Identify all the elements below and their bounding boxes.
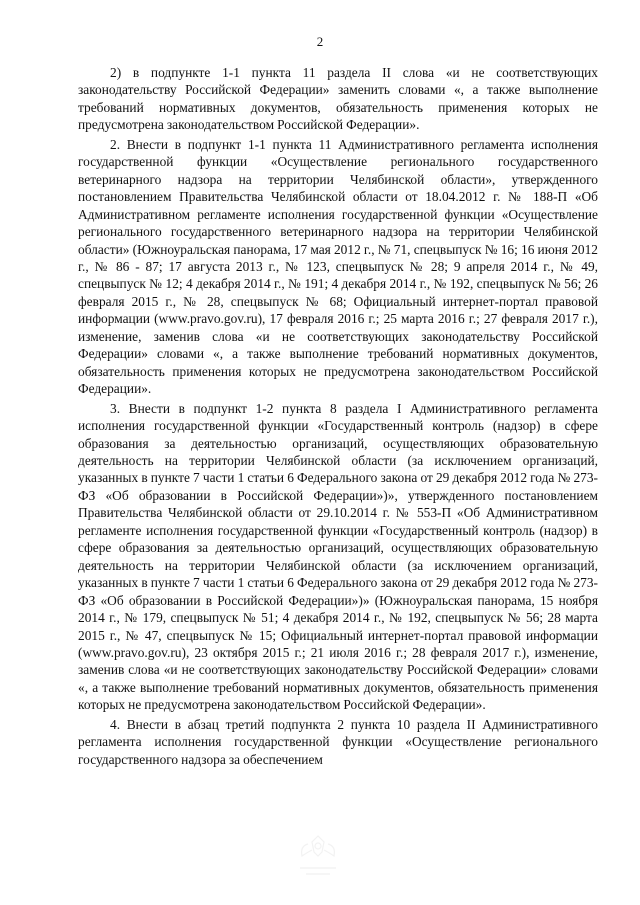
paragraph-3: 3. Внести в подпункт 1-2 пункта 8 раздела I Административного регламента исполнения государственной функции «Государственный контроль (надзор) в сфере образования за деятельностью организаций, осуществляющих образовательную деятельность на территории Челябинской области (за исключением организаций, указанных в пункте 7 части 1 статьи 6 Федерального закона от 29 декабря 2012 года № 273-ФЗ «Об образовании в Российской Федерации»)», утвержденного постановлением Правительства Челябинской области от 29.10.2014 г. № 553-П «Об Административном регламенте исполнения государственной функции «Государственный контроль (надзор) в сфере образования за деятельностью организаций, осуществляющих образовательную деятельность на территории Челябинской области (за исключением организаций, указанных в пункте 7 части 1 статьи 6 Федерального закона от 29 декабря 2012 года № 273-ФЗ «Об образовании в Российской Федерации»)» (Южноуральская панорама, 15 ноября 2014 г., № 179, спецвыпуск № 51; 4 декабря 2014 г., № 192, спецвыпуск № 56; 28 марта 2015 г., № 47, спецвыпуск № 15; Официальный интернет-портал правовой информации (www.pravo.gov.ru), 23 октября 2015 г.; 21 июля 2016 г.; 28 февраля 2017 г.), изменение, заменив слова «и не соответствующих законодательству Российской Федерации» словами «, а также выполнение требований нормативных документов, обязательность применения которых не предусмотрена законодательством Российской Федерации». xyxy=(78,400,598,713)
seal-icon xyxy=(278,830,358,880)
document-body xyxy=(78,64,598,768)
paragraph-4: 4. Внести в абзац третий подпункта 2 пункта 10 раздела II Административного регламента исполнения государственной функции «Осуществление регионального государственного надзора за обеспечением xyxy=(78,716,598,767)
paragraph-2: 2. Внести в подпункт 1-1 пункта 11 Административного регламента исполнения государственной функции «Осуществление регионального государственного ветеринарного надзора на территории Челябинской области», утвержденного постановлением Правительства Челябинской области от 18.04.2012 г. № 188-П «Об Административном регламенте исполнения государственной функции «Осуществление регионального государственного ветеринарного надзора на территории Челябинской области» (Южноуральская панорама, 17 мая 2012 г., № 71, спецвыпуск № 16; 16 июня 2012 г., № 86 - 87; 17 августа 2013 г., № 123, спецвыпуск № 28; 9 апреля 2014 г., № 49, спецвыпуск № 12; 4 декабря 2014 г., № 191; 4 декабря 2014 г., № 192, спецвыпуск № 56; 26 февраля 2015 г., № 28, спецвыпуск № 68; Официальный интернет-портал правовой информации (www.pravo.gov.ru), 17 февраля 2016 г.; 25 марта 2016 г.; 27 февраля 2017 г.), изменение, заменив слова «и не соответствующих законодательству Российской Федерации» словами «, а также выполнение требований нормативных документов, обязательность применения которых не предусмотрена законодательством Российской Федерации». xyxy=(78,136,598,397)
page-number: 2 xyxy=(316,34,324,49)
paragraph-1: 2) в подпункте 1-1 пункта 11 раздела II слова «и не соответствующих законодательству Российской Федерации» заменить словами «, а также выполнение требований нормативных документов, обязательность применения которых не предусмотрена законодательством Российской Федерации». xyxy=(78,65,598,133)
